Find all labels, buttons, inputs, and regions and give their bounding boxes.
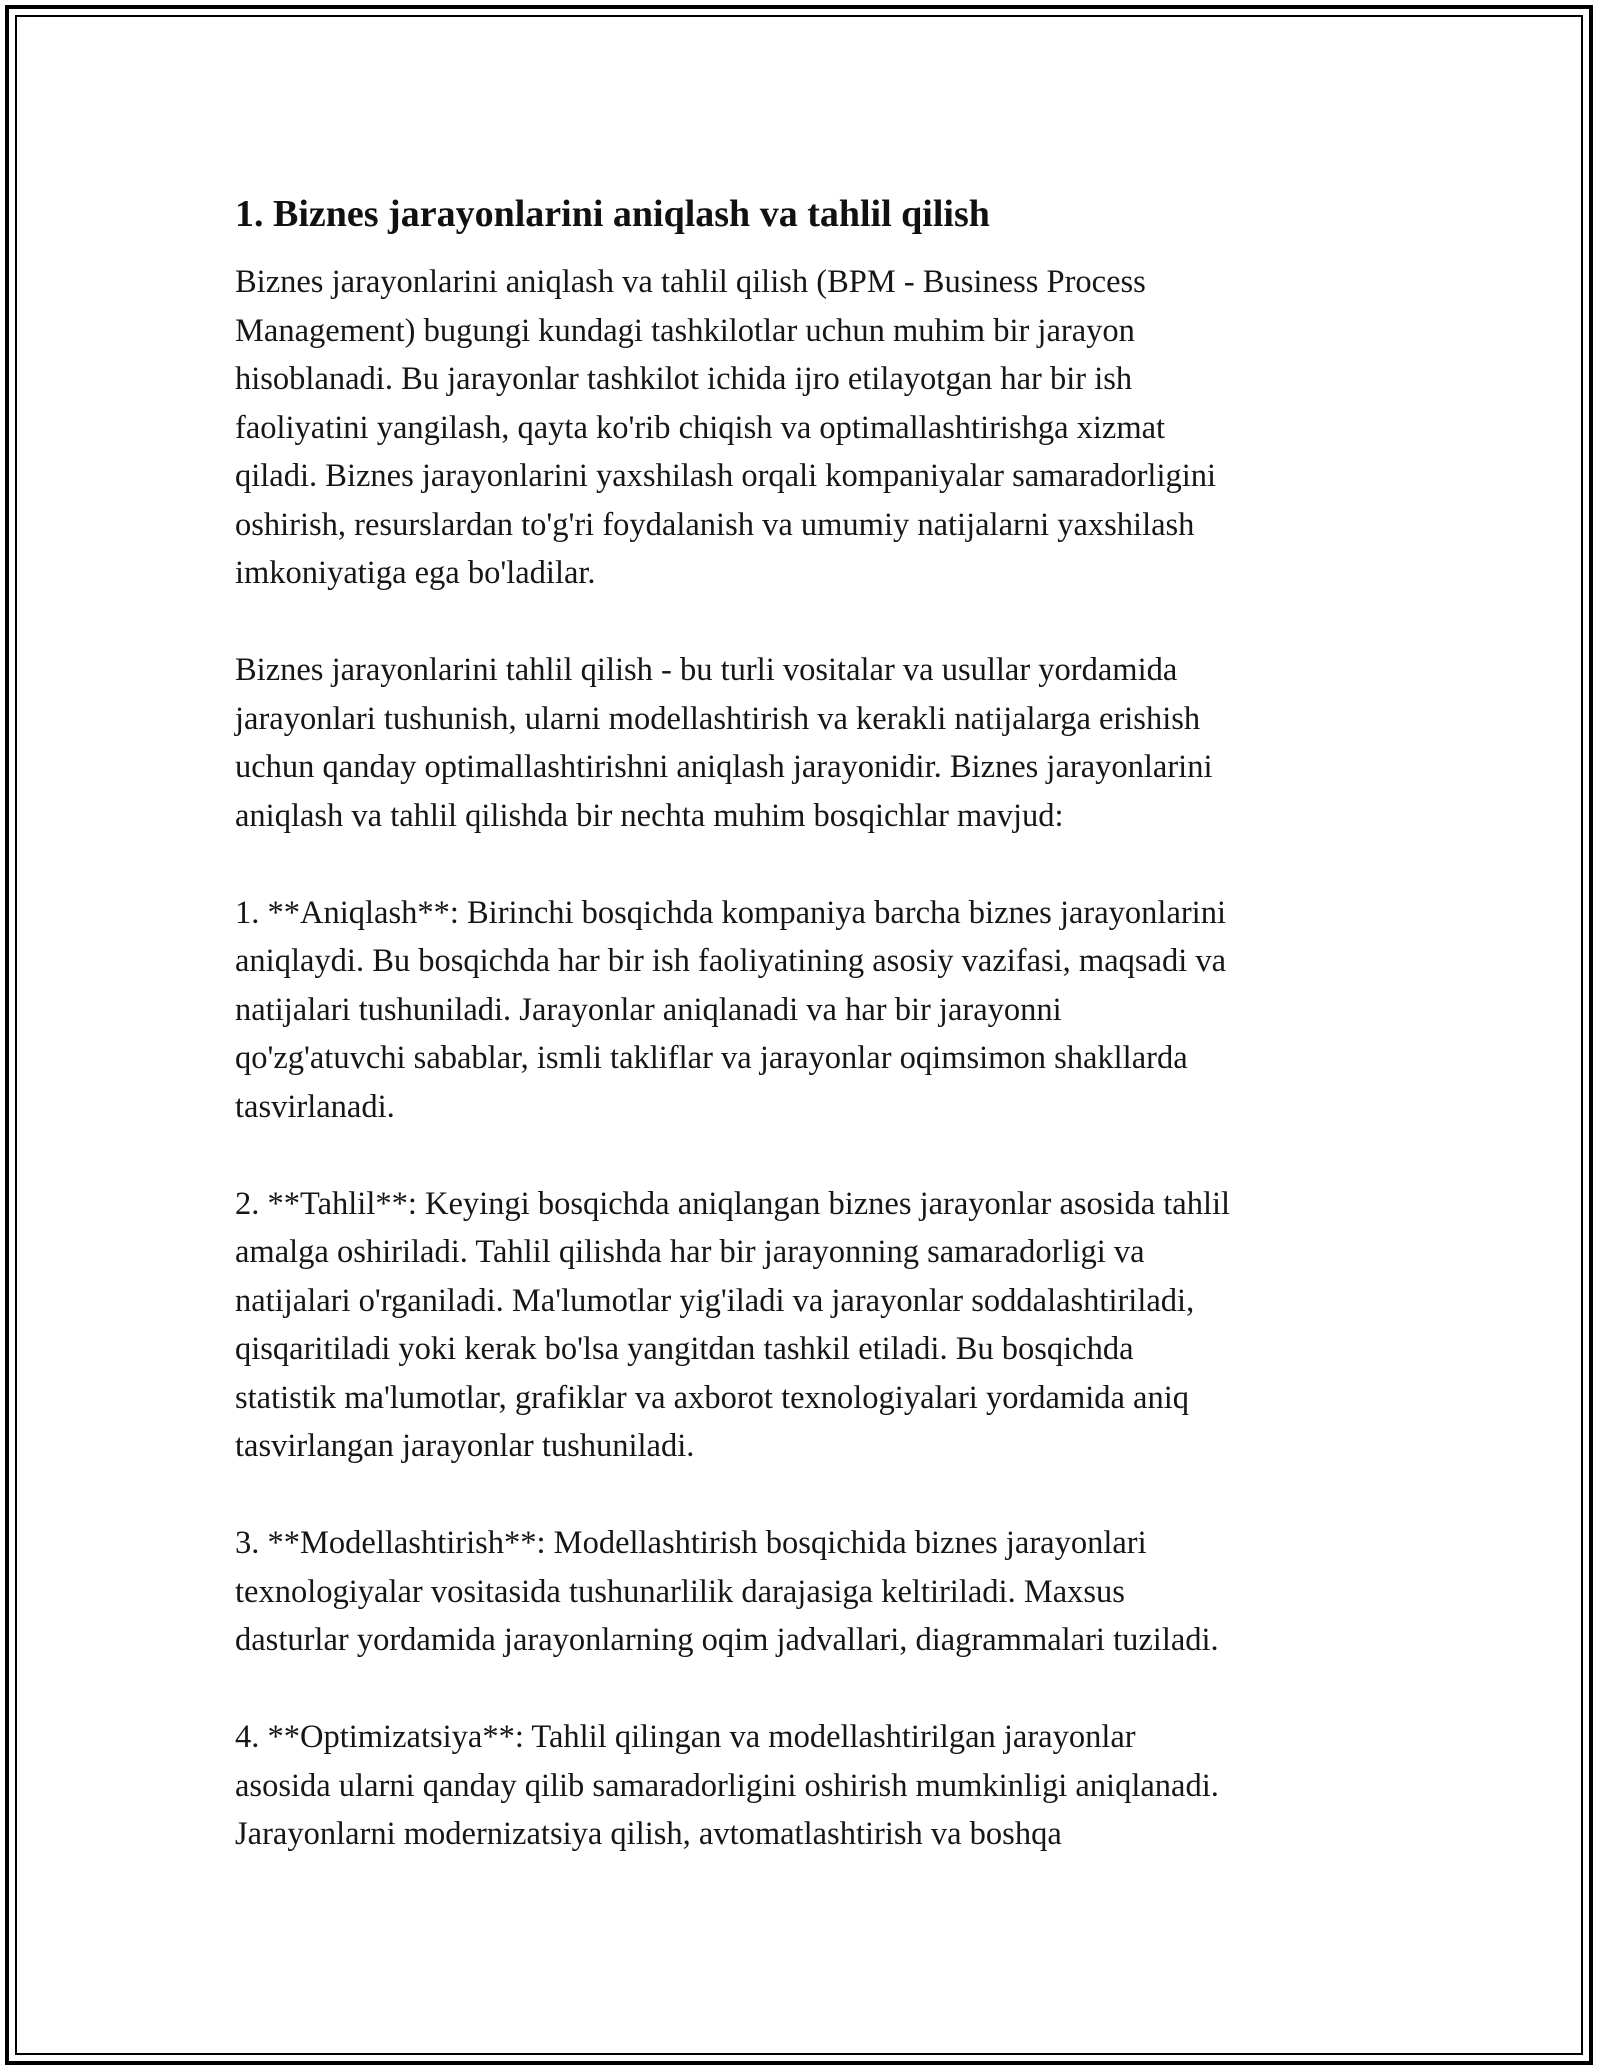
paragraph <box>235 1713 1375 1859</box>
text-line: tasvirlangan jarayonlar tushuniladi. <box>235 1428 695 1464</box>
text-line: statistik ma'lumotlar, grafiklar va axborot texnologiyalari yordamida aniq <box>235 1379 1190 1416</box>
text-line: 1. **Aniqlash**: Birinchi bosqichda kompaniya barcha biznes jarayonlarini <box>235 894 1226 931</box>
text-line: hisoblanadi. Bu jarayonlar tashkilot ichida ijro etilayotgan har bir ish <box>235 361 1133 397</box>
text-line: imkoniyatiga ega bo'ladilar. <box>235 555 596 591</box>
text-line: qisqaritiladi yoki kerak bo'lsa yangitdan tashkil etiladi. Bu bosqichda <box>235 1331 1134 1367</box>
document-body <box>235 182 1375 1859</box>
text-line: dasturlar yordamida jarayonlarning oqim jadvallari, diagrammalari tuziladi. <box>235 1622 1219 1658</box>
text-line: 3. **Modellashtirish**: Modellashtirish bosqichida biznes jarayonlari <box>235 1525 1147 1561</box>
text-line: jarayonlari tushunish, ularni modellashtirish va kerakli natijalarga erishish <box>235 700 1201 737</box>
text-line: qiladi. Biznes jarayonlarini yaxshilash orqali kompaniyalar samaradorligini <box>235 458 1217 494</box>
text-line: qo'zg'atuvchi sabablar, ismli takliflar va jarayonlar oqimsimon shakllarda <box>235 1040 1188 1076</box>
text-line: Management) bugungi kundagi tashkilotlar uchun muhim bir jarayon <box>235 312 1135 349</box>
document-title: 1. Biznes jarayonlarini aniqlash va tahlil qilish <box>235 193 990 235</box>
paragraph <box>235 1180 1375 1471</box>
text-line: aniqlash va tahlil qilishda bir nechta muhim bosqichlar mavjud: <box>235 797 1064 834</box>
text-line: Jarayonlarni modernizatsiya qilish, avtomatlashtirish va boshqa <box>235 1816 1062 1852</box>
text-line: 4. **Optimizatsiya**: Tahlil qilingan va modellashtirilgan jarayonlar <box>235 1719 1136 1755</box>
text-line: asosida ularni qanday qilib samaradorligini oshirish mumkinligi aniqlanadi. <box>235 1767 1219 1804</box>
paragraph <box>235 258 1375 598</box>
text-line: tasvirlanadi. <box>235 1088 395 1125</box>
text-line: faoliyatini yangilash, qayta ko'rib chiqish va optimallashtirishga xizmat <box>235 409 1166 446</box>
text-line: uchun qanday optimallashtirishni aniqlash jarayonidir. Biznes jarayonlarini <box>235 749 1213 785</box>
text-line: natijalari tushuniladi. Jarayonlar aniqlanadi va har bir jarayonni <box>235 991 1062 1028</box>
text-line: natijalari o'rganiladi. Ma'lumotlar yig'iladi va jarayonlar soddalashtiriladi, <box>235 1282 1195 1319</box>
text-line: amalga oshiriladi. Tahlil qilishda har bir jarayonning samaradorligi va <box>235 1234 1145 1270</box>
paragraph <box>235 646 1375 840</box>
text-line: 2. **Tahlil**: Keyingi bosqichda aniqlangan biznes jarayonlar asosida tahlil <box>235 1185 1231 1222</box>
paragraph <box>235 889 1375 1132</box>
text-line: aniqlaydi. Bu bosqichda har bir ish faoliyatining asosiy vazifasi, maqsadi va <box>235 943 1227 979</box>
text-line: oshirish, resurslardan to'g'ri foydalanish va umumiy natijalarni yaxshilash <box>235 506 1195 543</box>
paragraph-list <box>235 258 1375 1859</box>
text-line: Biznes jarayonlarini aniqlash va tahlil qilish (BPM - Business Process <box>235 264 1146 300</box>
text-line: texnologiyalar vositasida tushunarlilik darajasiga keltiriladi. Maxsus <box>235 1573 1125 1610</box>
paragraph <box>235 1519 1375 1665</box>
text-line: Biznes jarayonlarini tahlil qilish - bu turli vositalar va usullar yordamida <box>235 652 1178 688</box>
